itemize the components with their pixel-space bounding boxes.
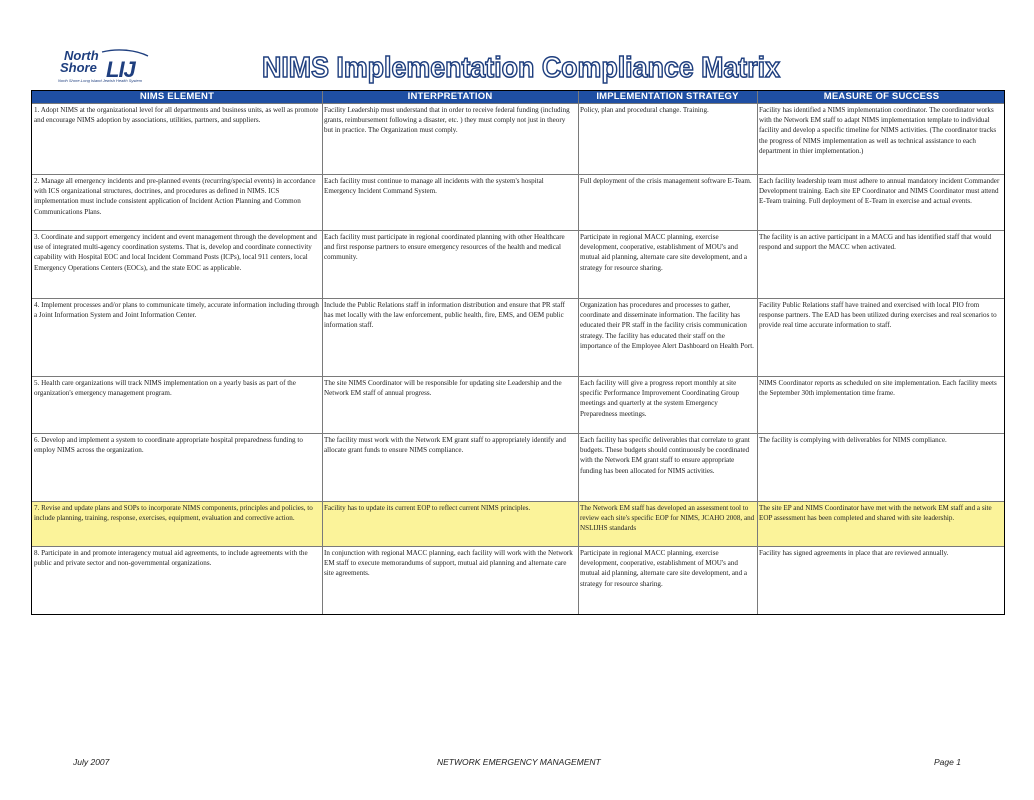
cell-strategy: Participate in regional MACC planning, exercise development, cooperative, establishment of MOU's and mutual aid planning, alternate care site development, and a strategy for resource sharing. [580, 233, 748, 272]
table-row [32, 103, 1004, 174]
cell-success: Facility has identified a NIMS implementation coordinator. The coordinator works with the Network EM staff to adapt NIMS implementation template to individual facility and develop a specific timeline for NIMS activities. (The coordinator tracks the progress of NIMS implementation as well as technical assistance to each department in thier implementation.) [759, 106, 997, 155]
table-row [32, 546, 1004, 614]
compliance-matrix-table [31, 90, 1005, 615]
page-title [262, 48, 782, 84]
column-divider [322, 91, 323, 614]
table-row [32, 174, 1004, 230]
cell-element: 1. Adopt NIMS at the organizational level for all departments and business units, as well as promote and encourage NIMS adoption by associations, utilities, partners, and suppliers. [34, 106, 319, 125]
table-row [32, 433, 1004, 501]
cell-success: Facility Public Relations staff have trained and exercised with local PIO from response partners. The EAD has been utilized during exercises and real scenarios to provide real time accurate information to staff. [759, 301, 997, 330]
cell-strategy: Organization has procedures and processes to gather, coordinate and disseminate information. The facility has educated their PR staff in the facility crisis communication strategy. The facility has educated their staff on the importance of the Employee Alert Dashboard on Health Port. [580, 301, 754, 350]
cell-strategy: Full deployment of the crisis management software E-Team. [580, 177, 752, 185]
cell-strategy: Policy, plan and procedural change. Training. [580, 106, 709, 114]
table-row [32, 298, 1004, 376]
header-nims-element: NIMS ELEMENT [139, 91, 215, 102]
cell-interpretation: The site NIMS Coordinator will be responsible for updating site Leadership and the Network EM staff of annual progress. [324, 379, 562, 398]
cell-element: 2. Manage all emergency incidents and pre-planned events (recurring/special events) in accordance with ICS organizational structures, doctrines, and procedures as defined in NIMS. ICS implementation must include consistent application of Incident Action Planning and Common Communications Plans. [34, 177, 316, 216]
cell-strategy: Each facility will give a progress report monthly at site specific Performance Improvement Coordinating Group meetings and quarterly at the system Emergency Preparedness meetings. [580, 379, 740, 418]
cell-interpretation: Each facility must continue to manage all incidents with the system's hospital Emergency Incident Command System. [324, 177, 544, 196]
table-row-highlighted [32, 501, 1004, 546]
footer-page-number: Page 1 [934, 757, 961, 767]
cell-interpretation: Facility Leadership must understand that in order to receive federal funding (including grants, reimbursement following a disaster, etc. ) they must comply not just in theory but in practice. The Organization must comply. [324, 106, 570, 135]
cell-interpretation: Include the Public Relations staff in information distribution and ensure that PR staff has met locally with the law enforcement, public health, fire, EMS, and OEM public information staff. [324, 301, 565, 330]
page-title-text: NIMS Implementation Compliance Matrix [262, 52, 781, 84]
cell-element: 4. Implement processes and/or plans to communicate timely, accurate information including through a Joint Information System and Joint Information Center. [34, 301, 319, 320]
footer-date: July 2007 [73, 757, 110, 767]
cell-interpretation: Facility has to update its current EOP to reflect current NIMS principles. [324, 504, 531, 512]
cell-element: 6. Develop and implement a system to coordinate appropriate hospital preparedness funding to employ NIMS across the organization. [34, 436, 303, 455]
cell-interpretation: In conjunction with regional MACC planning, each facility will work with the Network EM staff to execute memorandums of support, mutual aid planning and alternate care site agreements. [324, 549, 573, 578]
header-measure-of-success: MEASURE OF SUCCESS [823, 91, 940, 102]
org-logo [56, 48, 196, 88]
header-implementation-strategy: IMPLEMENTATION STRATEGY [596, 91, 739, 102]
cell-success: NIMS Coordinator reports as scheduled on site implementation. Each facility meets the September 30th implementation time frame. [759, 379, 997, 398]
cell-interpretation: The facility must work with the Network EM grant staff to appropriately identify and allocate grant funds to ensure NIMS compliance. [324, 436, 566, 455]
footer-department: NETWORK EMERGENCY MANAGEMENT [437, 757, 601, 767]
cell-success: Facility has signed agreements in place that are reviewed annually. [759, 549, 949, 557]
cell-element: 8. Participate in and promote interagency mutual aid agreements, to include agreements with the public and private sector and non-governmental organizations. [34, 549, 308, 568]
cell-element: 5. Health care organizations will track NIMS implementation on a yearly basis as part of the organization's emergency management program. [34, 379, 296, 398]
cell-success: The facility is an active participant in a MACG and has identified staff that would respond and support the MACC when activated. [759, 233, 992, 252]
table-header-row [32, 91, 1004, 103]
column-divider [578, 91, 579, 614]
column-divider [757, 91, 758, 614]
cell-strategy: Participate in regional MACC planning, exercise development, cooperative, establishment of MOU's and mutual aid planning, alternate care site development, and a strategy for resource sharing. [580, 549, 748, 588]
cell-element: 7. Revise and update plans and SOPs to incorporate NIMS components, principles and policies, to include planning, training, response, exercises, equipment, evaluation and corrective action. [34, 504, 313, 523]
logo-word-lij: LIJ [106, 57, 135, 82]
cell-element: 3. Coordinate and support emergency incident and event management through the development and use of integrated multi-agency coordination systems. That is, develop and coordinate connectivity capability with Hospital EOC and local Incident Command Posts (ICPs), local 911 centers, local Emergency Operations Centers (EOCs), and the state EOC as applicable. [34, 233, 317, 272]
header-interpretation: INTERPRETATION [407, 91, 493, 102]
logo-word-shore: Shore [60, 60, 97, 75]
logo-tagline: North Shore-Long Island Jewish Health System [58, 78, 143, 83]
cell-strategy: Each facility has specific deliverables that correlate to grant budgets. These budgets should continuously be coordinated with the Network EM grant staff to ensure appropriate funding has been allocated for NIMS activities. [580, 436, 750, 475]
cell-interpretation: Each facility must participate in regional coordinated planning with other Healthcare and first response partners to ensure emergency resources of the health and medical community. [324, 233, 565, 262]
cell-success: Each facility leadership team must adhere to annual mandatory incident Commander Development training. Each site EP Coordinator and NIMS Coordinator must attend E-Team training. Full deployment of E-Team in exercise and actual events. [759, 177, 1000, 206]
table-row [32, 376, 1004, 433]
cell-success: The facility is complying with deliverables for NIMS compliance. [759, 436, 947, 444]
table-row [32, 230, 1004, 298]
cell-success: The site EP and NIMS Coordinator have met with the network EM staff and a site EOP assessment has been completed and shared with site leadership. [759, 504, 992, 523]
cell-strategy: The Network EM staff has developed an assessment tool to review each site's specific EOP for NIMS, JCAHO 2008, and NSLIJHS standards [580, 504, 755, 533]
logo-word-north: North [64, 48, 99, 63]
